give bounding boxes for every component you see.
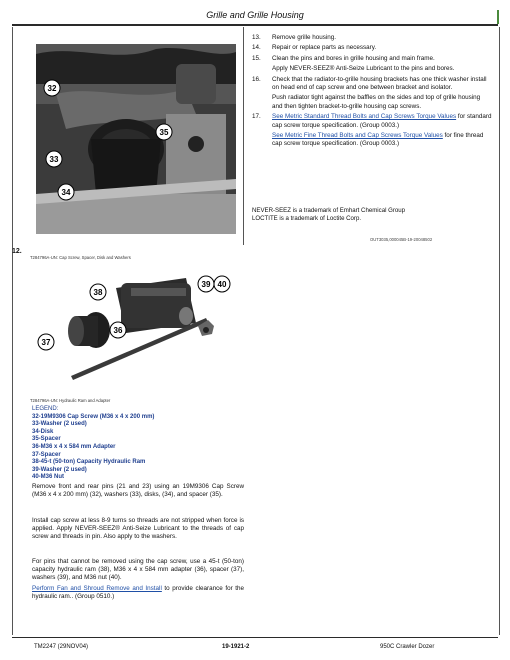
- procedure-steps: [252, 34, 492, 151]
- step-17: 17. See Metric Standard Thread Bolts and Cap Screws Torque Values for standard cap screw torque specification. (Group 0003.): [252, 113, 492, 129]
- callout-34: [58, 184, 74, 200]
- svg-text:39: 39: [201, 280, 211, 289]
- step-16: 16. Check that the radiator-to-grille housing brackets has one thick washer install on head end of cap screw and one between bracket and isolator.: [252, 75, 487, 92]
- footer-machine-name: 950C Crawler Dozer: [380, 644, 435, 650]
- callout-37: [38, 334, 54, 350]
- page-title: Grille and Grille Housing: [206, 10, 304, 20]
- figure-caption-bottom: T284796A-UN: Hydraulic Ram and Adapter: [30, 398, 111, 403]
- link-fine-torque[interactable]: See Metric Fine Thread Bolts and Cap Screws Torque Values: [272, 132, 443, 140]
- legend-item: 39-Washer (2 used): [32, 466, 87, 473]
- step-15-note: Apply NEVER-SEEZ® Anti-Seize Lubricant to the pins and bores.: [272, 65, 455, 73]
- trademark-notes: [252, 207, 492, 223]
- hydraulic-ram-photo: [36, 268, 231, 383]
- callout-33: [46, 151, 62, 167]
- link-standard-torque[interactable]: See Metric Standard Thread Bolts and Cap Screws Torque Values: [272, 113, 457, 121]
- trademark-never-seez: NEVER-SEEZ is a trademark of Emhart Chemical Group: [252, 207, 406, 214]
- link-fan-shroud[interactable]: Perform Fan and Shroud Remove and Install: [32, 585, 162, 592]
- grille-housing-photo: [36, 44, 236, 234]
- page-header: [12, 10, 498, 26]
- legend-item: 32-19M9306 Cap Screw (M36 x 4 x 200 mm): [32, 413, 155, 420]
- legend-item: 33-Washer (2 used): [32, 421, 87, 428]
- column-divider: [243, 27, 244, 245]
- step-16-note: Push radiator tight against the baffles on the sides and top of grille housing and then tighten bracket-to-grille housing cap screws.: [272, 94, 481, 110]
- paragraph-hydraulic-ram: For pins that cannot be removed using the cap screw, use a 45-t (50-ton) capacity hydraulic ram (38), M36 x 4 x 584 mm adapter (36), spacer (37), washers (39), and M36 nut (40).: [32, 558, 244, 582]
- document-code: OUT3035,000045B-19-20048502: [370, 237, 433, 242]
- paragraph-install-cap-screw: Install cap screw at less 8-9 turns so threads are not stripped when force is applied. Apply NEVER-SEEZ® Anti-Seize Lubricant to the threads of cap screw and threads in pin. Also apply to the washers.: [32, 517, 244, 541]
- step-14: 14. Repair or replace parts as necessary.: [252, 44, 377, 52]
- legend-item: 40-M36 Nut: [32, 474, 65, 481]
- header-accent-rule: [497, 10, 499, 24]
- legend-item: 35-Spacer: [32, 436, 61, 443]
- paragraph-fan-shroud: Perform Fan and Shroud Remove and Install to provide clearance for the hydraulic ram.. (Group 0510.): [32, 585, 244, 601]
- svg-text:32: 32: [47, 84, 57, 93]
- svg-text:38: 38: [93, 288, 103, 297]
- paragraph-remove-pins: Remove front and rear pins (21 and 23) using an 19M9306 Cap Screw (M36 x 4 x 200 mm) (32), washers (33), disks, (34), and spacer (35).: [32, 483, 244, 499]
- legend-item: 37-Spacer: [32, 451, 61, 458]
- footer-page-number: 19-1921-2: [222, 644, 250, 650]
- step-15: 15. Clean the pins and bores in grille housing and main frame.: [252, 54, 435, 62]
- callout-38: [90, 284, 106, 300]
- legend-item: 36-M36 x 4 x 584 mm Adapter: [32, 443, 116, 450]
- legend: [32, 406, 242, 482]
- trademark-loctite: LOCTITE is a trademark of Loctite Corp.: [252, 215, 362, 222]
- svg-text:40: 40: [217, 280, 227, 289]
- svg-text:34: 34: [61, 188, 71, 197]
- svg-text:33: 33: [49, 155, 59, 164]
- legend-title: LEGEND:: [32, 406, 59, 412]
- figure-caption-top: T284796A-UN: Cap Screw, Spacer, Disk and Washers: [30, 255, 131, 260]
- legend-item: 34-Disk: [32, 428, 54, 435]
- footer-rule: [12, 637, 498, 638]
- callout-35: [156, 124, 172, 140]
- svg-text:36: 36: [113, 326, 123, 335]
- step-17-fine: See Metric Fine Thread Bolts and Cap Screws Torque Values for fine thread cap screw torque specification. (Group 0003.): [272, 132, 484, 148]
- svg-text:37: 37: [41, 338, 51, 347]
- callout-40: [214, 276, 230, 292]
- step-13: 13. Remove grille housing.: [252, 34, 337, 41]
- svg-text:35: 35: [159, 128, 169, 137]
- callout-36: [110, 322, 126, 338]
- footer-manual-id: TM2247 (29NOV04): [34, 644, 89, 650]
- step-12-number: 12.: [12, 248, 22, 255]
- callout-39: [198, 276, 214, 292]
- legend-item: 38-45-t (50-ton) Capacity Hydraulic Ram: [32, 459, 146, 466]
- callout-32: [44, 80, 60, 96]
